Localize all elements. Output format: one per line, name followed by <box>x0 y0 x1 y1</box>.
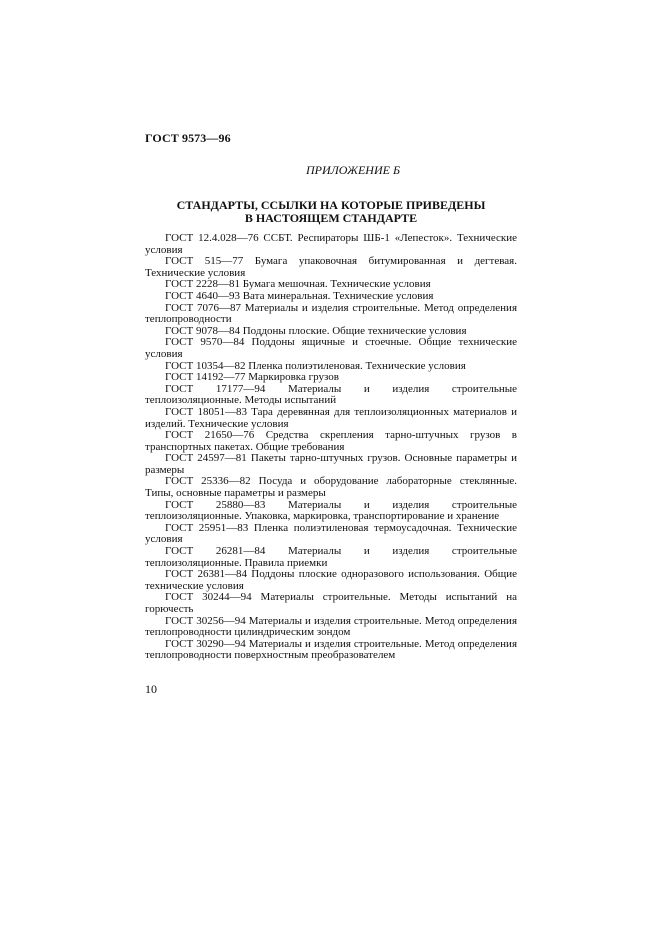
section-title <box>145 199 517 225</box>
reference-item: ГОСТ 25880—83 Материалы и изделия строительные теплоизоляционные. Упаковка, маркировка, транспортирование и хранение <box>145 498 517 523</box>
reference-item: ГОСТ 26381—84 Поддоны плоские одноразового использования. Общие технические условия <box>145 568 517 592</box>
document-code: ГОСТ 9573—96 <box>145 131 231 145</box>
reference-item: ГОСТ 25336—82 Посуда и оборудование лабораторные стеклянные. Типы, основные параметры и размеры <box>145 475 517 500</box>
reference-item: ГОСТ 10354—82 Пленка полиэтиленовая. Технические условия <box>165 359 466 372</box>
section-title-line-1: СТАНДАРТЫ, ССЫЛКИ НА КОТОРЫЕ ПРИВЕДЕНЫ <box>176 198 486 212</box>
reference-item: ГОСТ 30290—94 Материалы и изделия строительные. Метод определения теплопроводности поверхностным преобразователем <box>145 637 517 662</box>
appendix-label: ПРИЛОЖЕНИЕ Б <box>305 163 401 177</box>
reference-item: ГОСТ 26281—84 Материалы и изделия строительные теплоизоляционные. Правила приемки <box>145 545 517 569</box>
reference-item: ГОСТ 21650—76 Средства скрепления тарно-штучных грузов в транспортных пакетах. Общие требования <box>145 429 517 453</box>
reference-item: ГОСТ 7076—87 Материалы и изделия строительные. Метод определения теплопроводности <box>145 301 517 326</box>
reference-item: ГОСТ 2228—81 Бумага мешочная. Технические условия <box>165 278 431 291</box>
reference-item: ГОСТ 9570—84 Поддоны ящичные и стоечные. Общие технические условия <box>145 336 517 360</box>
reference-item: ГОСТ 30244—94 Материалы строительные. Методы испытаний на горючесть <box>145 591 517 615</box>
reference-item: ГОСТ 9078—84 Поддоны плоские. Общие технические условия <box>165 324 467 337</box>
reference-item: ГОСТ 30256—94 Материалы и изделия строительные. Метод определения теплопроводности цилиндрическим зондом <box>145 614 517 639</box>
reference-item: ГОСТ 24597—81 Пакеты тарно-штучных грузов. Основные параметры и размеры <box>145 452 517 476</box>
reference-item: ГОСТ 17177—94 Материалы и изделия строительные теплоизоляционные. Методы испытаний <box>145 382 517 407</box>
reference-item: ГОСТ 25951—83 Пленка полиэтиленовая термоусадочная. Технические условия <box>145 521 517 546</box>
reference-item: ГОСТ 14192—77 Маркировка грузов <box>165 371 339 384</box>
reference-item: ГОСТ 4640—93 Вата минеральная. Технические условия <box>165 289 434 302</box>
reference-item: ГОСТ 18051—83 Тара деревянная для теплоизоляционных материалов и изделий. Технические условия <box>145 405 517 430</box>
reference-item: ГОСТ 12.4.028—76 ССБТ. Респираторы ШБ-1 «Лепесток». Технические условия <box>145 232 517 256</box>
reference-item: ГОСТ 515—77 Бумага упаковочная битумированная и дегтевая. Технические условия <box>145 255 517 279</box>
page-number: 10 <box>145 682 157 696</box>
section-title-line-2: В НАСТОЯЩЕМ СТАНДАРТЕ <box>244 211 418 225</box>
reference-list <box>145 233 517 662</box>
